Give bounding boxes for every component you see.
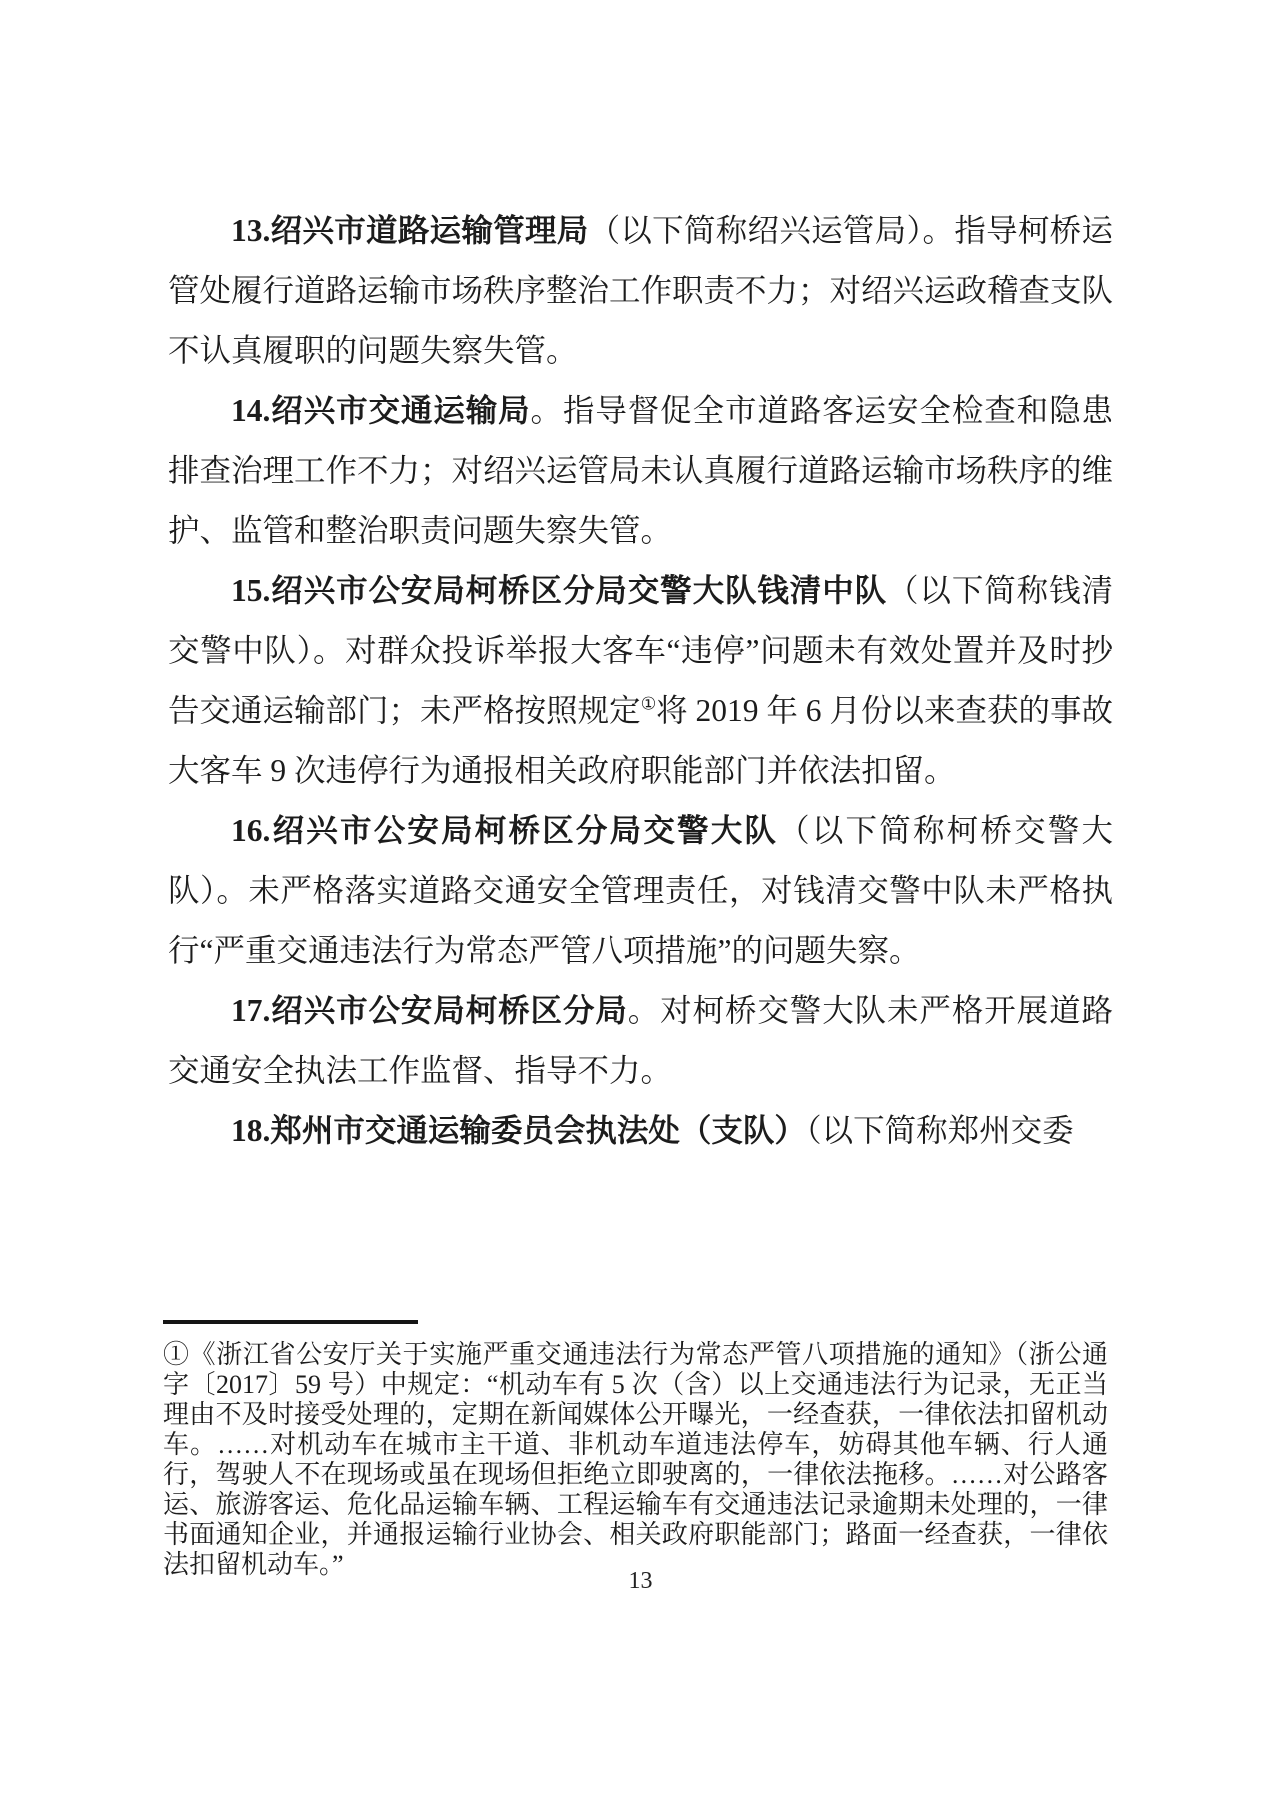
paragraph — [168, 981, 1113, 1101]
text-run: 。指导督促全市道路客运安全检查和隐患排查治理工作不力；对绍兴运管局未认真履行道路运输市场秩序的维护、监管和整治职责问题失察失管。 — [168, 393, 1114, 548]
text-run: （以下简称郑州交委 — [805, 1113, 1074, 1148]
document-body — [168, 201, 1113, 1161]
paragraph — [168, 381, 1113, 561]
org-name-bold-run: 15.绍兴市公安局柯桥区分局交警大队钱清中队 — [231, 573, 888, 608]
paragraph — [168, 801, 1113, 981]
paragraph — [168, 1101, 1113, 1161]
org-name-bold-run: 14.绍兴市交通运输局 — [231, 393, 531, 428]
footnote-area — [163, 1320, 1113, 1580]
page-number: 13 — [628, 1568, 653, 1594]
footnote-separator-rule — [163, 1320, 418, 1324]
text-run: 。对柯桥交警大队未严格开展道路交通安全执法工作监督、指导不力。 — [168, 993, 1113, 1088]
footnote-text — [163, 1340, 1108, 1580]
org-name-bold-run: 17.绍兴市公安局柯桥区分局 — [231, 993, 628, 1028]
paragraph — [168, 201, 1113, 381]
org-name-bold-run: 13.绍兴市道路运输管理局 — [231, 213, 589, 248]
text-run: （以下简称绍兴运管局）。指导柯桥运管处履行道路运输市场秩序整治工作职责不力；对绍兴运政稽查支队不认真履职的问题失察失管。 — [168, 213, 1114, 368]
org-name-bold-run: 16.绍兴市公安局柯桥区分局交警大队 — [231, 813, 779, 848]
org-name-bold-run: 18.郑州市交通运输委员会执法处（支队） — [231, 1113, 806, 1148]
text-run: （以下简称柯桥交警大队）。未严格落实道路交通安全管理责任，对钱清交警中队未严格执行“严重交通违法行为常态严管八项措施”的问题失察。 — [168, 813, 1113, 968]
paragraph-list — [168, 201, 1113, 1161]
footnote-reference-marker: ① — [640, 694, 657, 714]
footnote-marker: ① — [163, 1340, 190, 1369]
paragraph — [168, 561, 1113, 801]
text-run: （以下简称钱清交警中队）。对群众投诉举报大客车“违停”问题未有效处置并及时抄告交通运输部门；未严格按照规定 — [168, 573, 1113, 728]
text-run: 将 2019 年 6 月份以来查获的事故大客车 9 次违停行为通报相关政府职能部门并依法扣留。 — [168, 693, 1113, 788]
footnote-body: 《浙江省公安厅关于实施严重交通违法行为常态严管八项措施的通知》（浙公通字〔2017〕59 号）中规定：“机动车有 5 次（含）以上交通违法行为记录，无正当理由不及时接受处理的，定期在新闻媒体公开曝光，一经查获，一律依法扣留机动车。……对机动车在城市主干道、非机动车道违法停车，妨碍其他车辆、行人通行，驾驶人不在现场或虽在现场但拒绝立即驶离的，一律依法拖移。……对公路客运、旅游客运、危化品运输车辆、工程运输车有交通违法记录逾期未处理的，一律书面通知企业，并通报运输行业协会、相关政府职能部门；路面一经查获，一律依法扣留机动车。” — [163, 1340, 1108, 1579]
